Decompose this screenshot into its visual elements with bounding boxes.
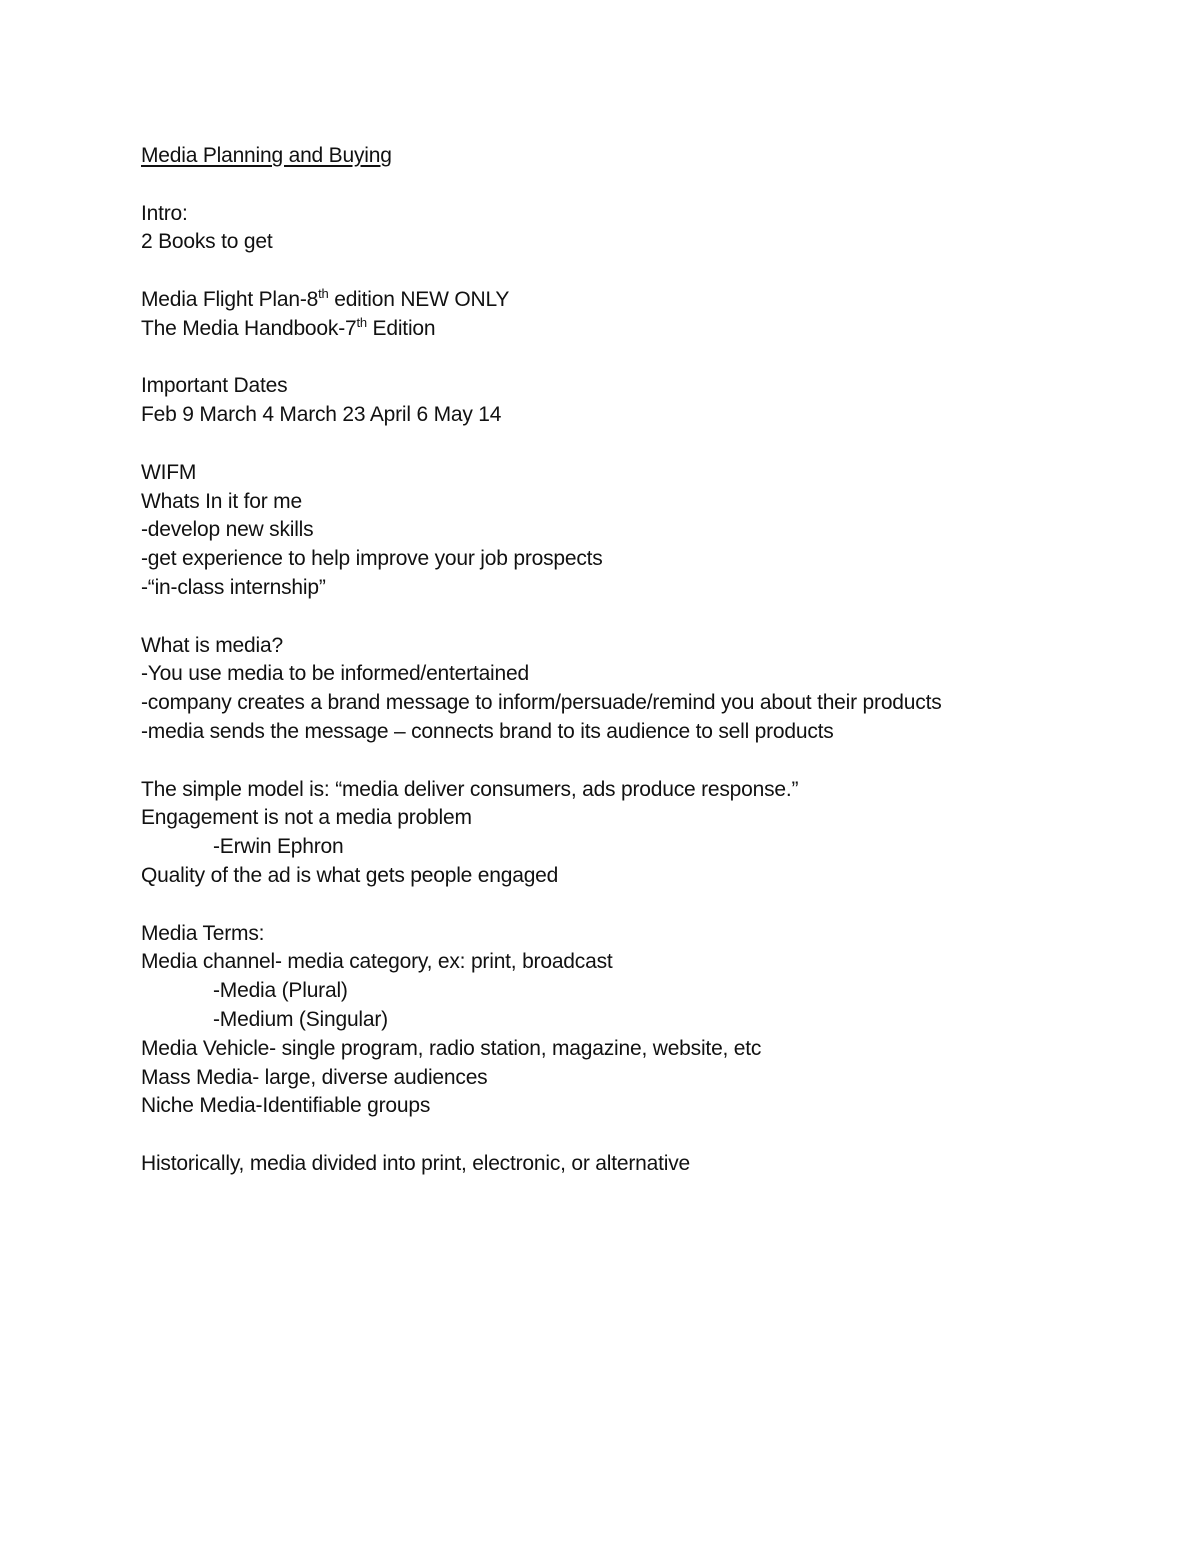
blank-line xyxy=(141,344,1141,373)
term-niche: Niche Media-Identifiable groups xyxy=(141,1094,431,1118)
blank-line xyxy=(141,603,1141,632)
blank-line xyxy=(141,891,1141,920)
intro-heading: Intro: xyxy=(141,201,188,225)
blank-line xyxy=(141,257,1141,286)
quote-author: -Erwin Ephron xyxy=(213,835,344,859)
wifm-line: -develop new skills xyxy=(141,518,314,542)
term-singular: -Medium (Singular) xyxy=(213,1007,388,1031)
media-line: -company creates a brand message to inform/persuade/remind you about their products xyxy=(141,691,942,715)
media-line: -media sends the message – connects brand to its audience to sell products xyxy=(141,719,834,743)
quote-line: Engagement is not a media problem xyxy=(141,806,472,830)
blank-line xyxy=(141,430,1141,459)
blank-line xyxy=(141,171,1141,200)
book-2: The Media Handbook-7th Edition xyxy=(141,314,436,340)
history-line: Historically, media divided into print, electronic, or alternative xyxy=(141,1151,690,1175)
wifm-line: -“in-class internship” xyxy=(141,575,326,599)
intro-line: 2 Books to get xyxy=(141,230,273,254)
quote-line: The simple model is: “media deliver consumers, ads produce response.” xyxy=(141,777,799,801)
wifm-line: -get experience to help improve your job prospects xyxy=(141,547,603,571)
media-heading: What is media? xyxy=(141,633,283,657)
term-vehicle: Media Vehicle- single program, radio station, magazine, website, etc xyxy=(141,1036,762,1060)
term-mass: Mass Media- large, diverse audiences xyxy=(141,1065,488,1089)
dates-heading: Important Dates xyxy=(141,374,288,398)
document-body xyxy=(141,142,1141,1179)
document-title: Media Planning and Buying xyxy=(141,144,392,167)
dates-line: Feb 9 March 4 March 23 April 6 May 14 xyxy=(141,403,502,427)
quote-line: Quality of the ad is what gets people engaged xyxy=(141,863,559,887)
blank-line xyxy=(141,1121,1141,1150)
wifm-line: Whats In it for me xyxy=(141,489,302,513)
term-plural: -Media (Plural) xyxy=(213,979,348,1003)
wifm-heading: WIFM xyxy=(141,460,197,484)
media-line: -You use media to be informed/entertained xyxy=(141,662,529,686)
term-channel: Media channel- media category, ex: print, broadcast xyxy=(141,950,613,974)
book-1: Media Flight Plan-8th edition NEW ONLY xyxy=(141,285,510,311)
blank-line xyxy=(141,747,1141,776)
terms-heading: Media Terms: xyxy=(141,921,265,945)
